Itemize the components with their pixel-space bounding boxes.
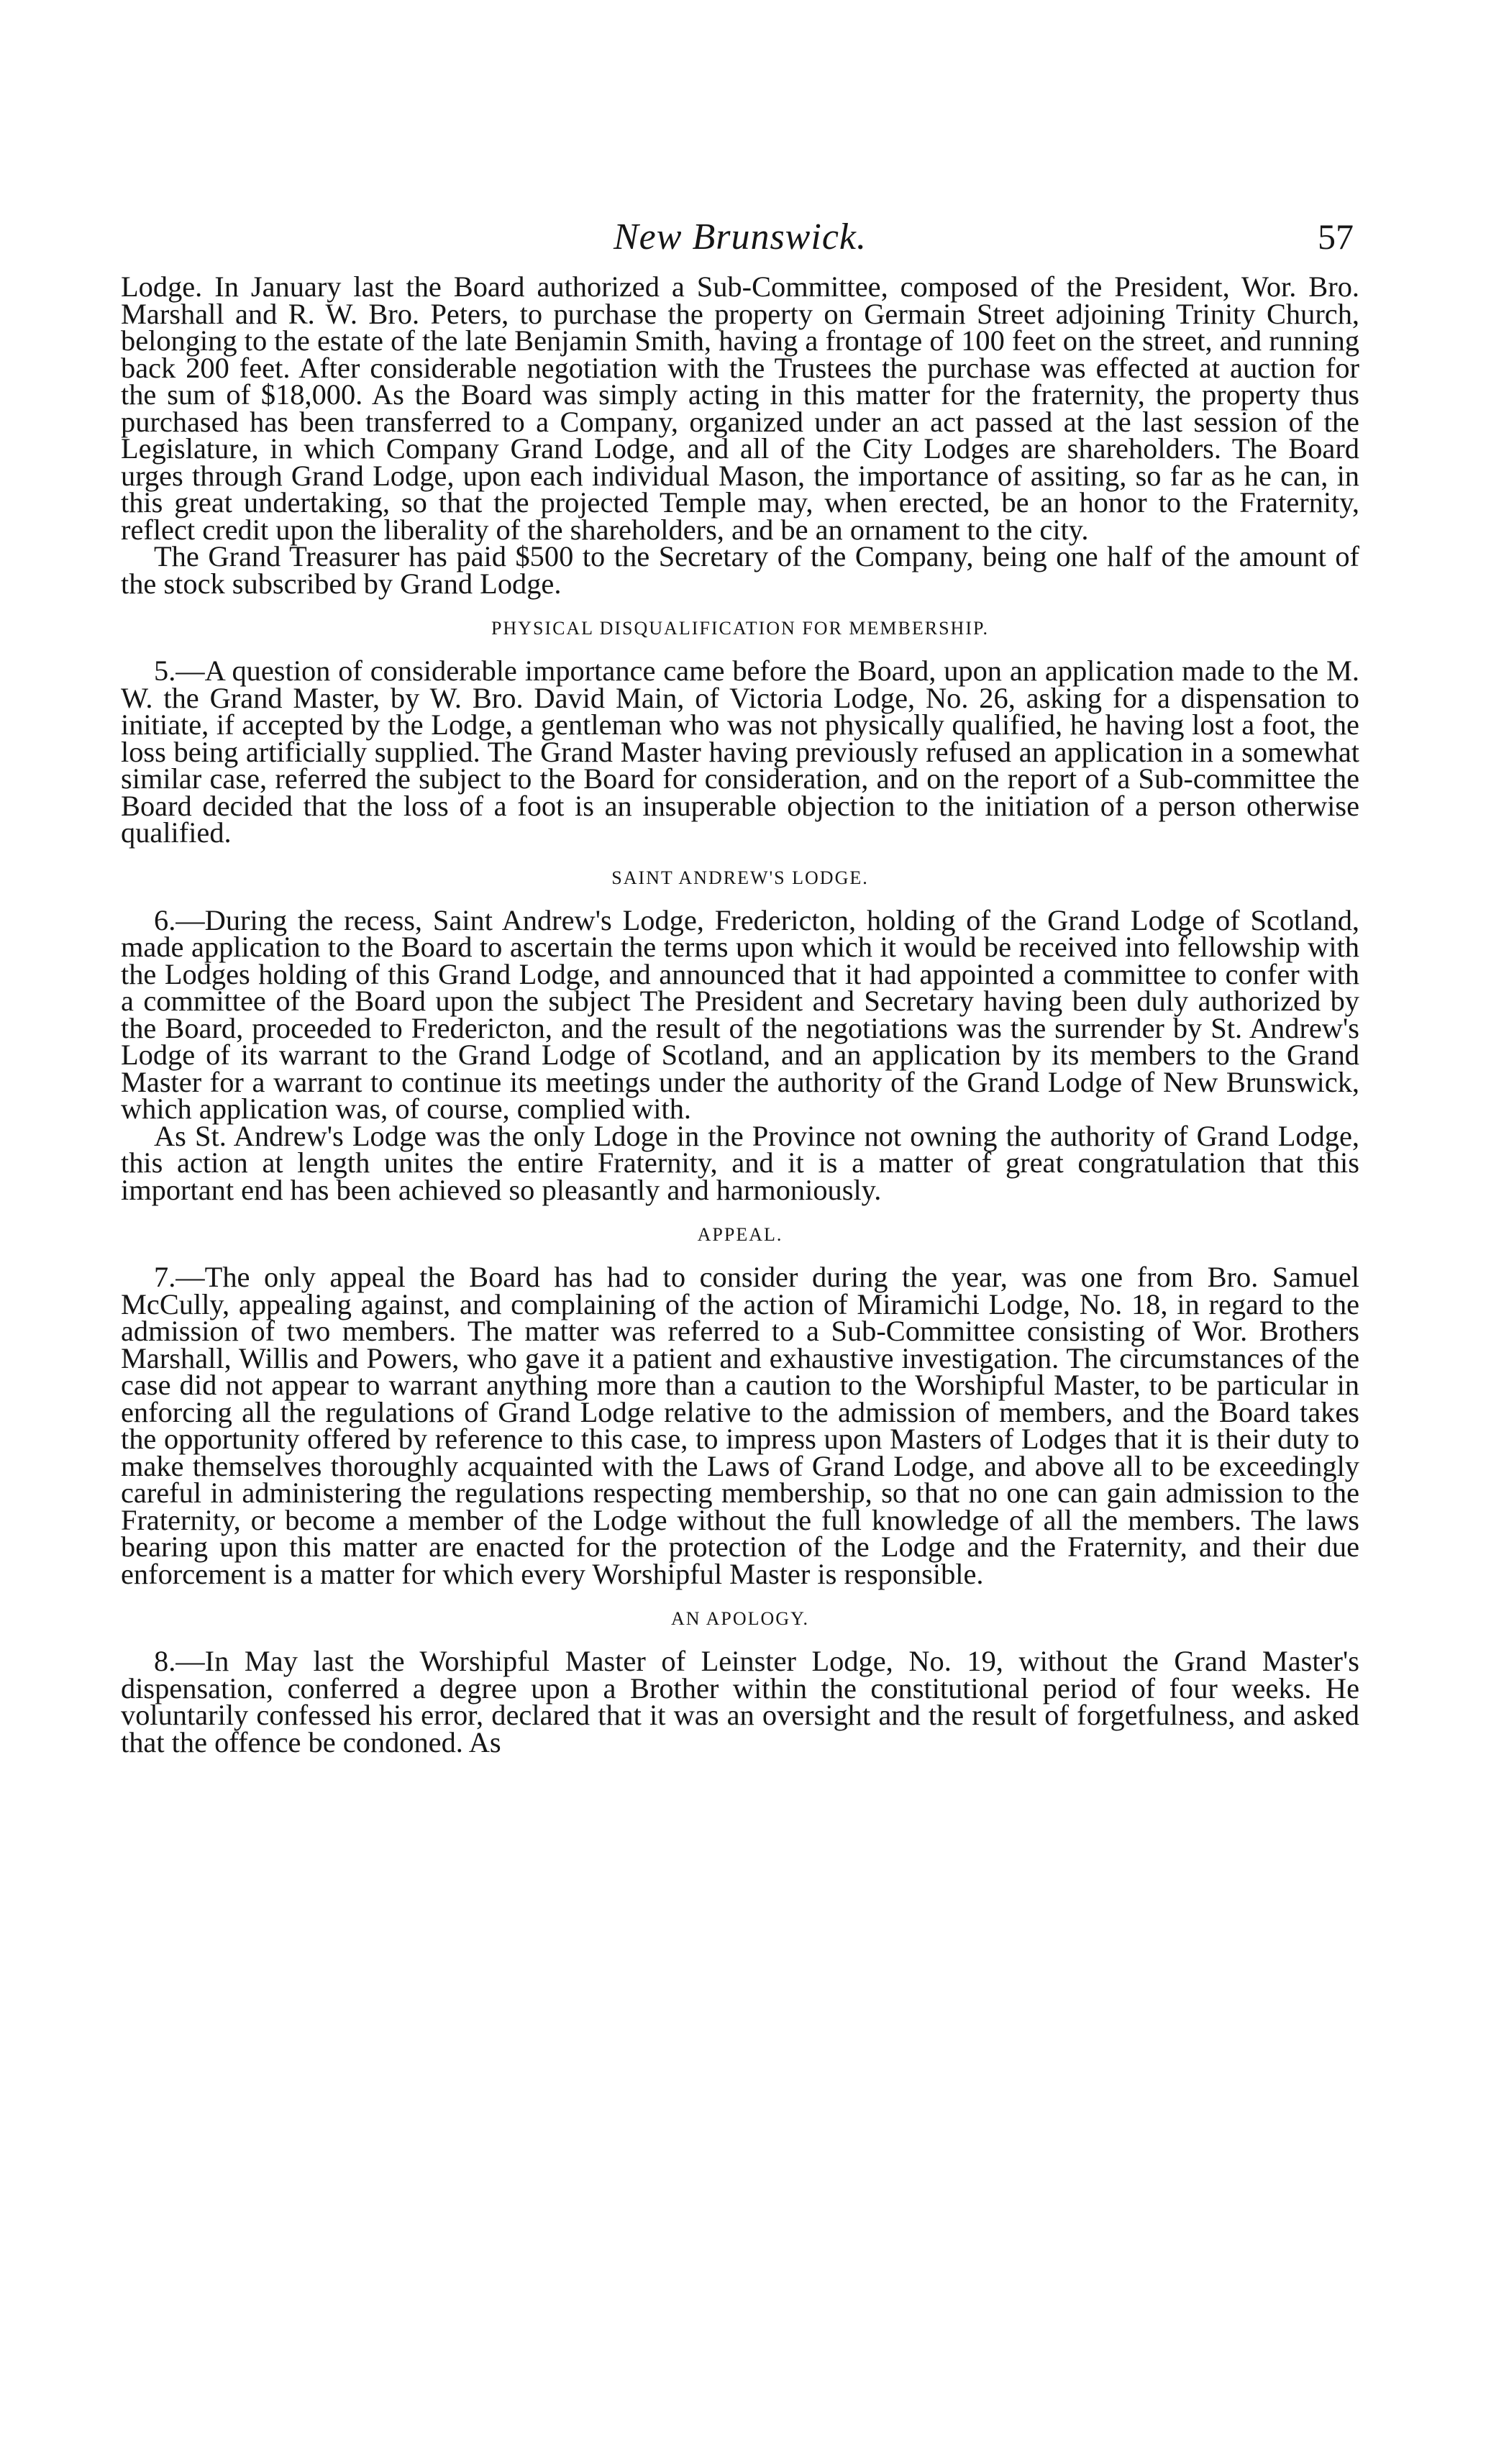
page-number: 57: [1318, 216, 1354, 257]
page-header: [121, 216, 1359, 273]
paragraph-section-6: 6.—During the recess, Saint Andrew's Lodge, Fredericton, holding of the Grand Lodge of Scotland, made application to the Board to ascertain the terms upon which it would be received into fellowship with the Lodges holding of this Grand Lodge, and announced that it had appointed a committee to confer with a committee of the Board upon the subject The President and Secretary having been duly authorized by the Board, proceeded to Fredericton, and the result of the negotiations was the surrender by St. Andrew's Lodge of its warrant to the Grand Lodge of Scotland, and an application by its members to the Grand Master for a warrant to continue its meetings under the authority of the Grand Lodge of New Brunswick, which application was, of course, complied with.: [121, 903, 1359, 1125]
paragraph-section-6-continued: As St. Andrew's Lodge was the only Ldoge in the Province not owning the authority of Grand Lodge, this action at length unites the entire Fraternity, and it is a matter of great congratulation that this important end has been achieved so pleasantly and harmoniously.: [121, 1119, 1359, 1206]
section-heading-physical-disqualification: PHYSICAL DISQUALIFICATION FOR MEMBERSHIP.: [491, 618, 990, 639]
paragraph-section-5: 5.—A question of considerable importance came before the Board, upon an application made to the M. W. the Grand Master, by W. Bro. David Main, of Victoria Lodge, No. 26, asking for a dispensation to initiate, if accepted by the Lodge, a gentleman who was not physically qualified, he having lost a foot, the loss being artificially supplied. The Grand Master having previously refused an application in a somewhat similar case, referred the subject to the Board for consideration, and on the report of a Sub-committee the Board decided that the loss of a foot is an insuperable objection to the initiation of a person otherwise qualified.: [121, 654, 1359, 849]
paragraph-temple-property: Lodge. In January last the Board authorized a Sub-Committee, composed of the President, Wor. Bro. Marshall and R. W. Bro. Peters, to purchase the property on Germain Street adjoining Trinity Church, belonging to the estate of the late Benjamin Smith, having a frontage of 100 feet on the street, and running back 200 feet. After considerable negotiation with the Trustees the purchase was effected at auction for the sum of $18,000. As the Board was simply acting in this matter for the fraternity, the property thus purchased has been transferred to a Company, organized under an act passed at the last session of the Legislature, in which Company Grand Lodge, and all of the City Lodges are shareholders. The Board urges through Grand Lodge, upon each individual Mason, the importance of assiting, so far as he can, in this great undertaking, so that the projected Temple may, when erected, be an honor to the Fraternity, reflect credit upon the liberality of the shareholders, and be an ornament to the city.: [121, 270, 1359, 546]
paragraph-grand-treasurer: The Grand Treasurer has paid $500 to the Secretary of the Company, being one half of the amount of the stock subscribed by Grand Lodge.: [121, 540, 1359, 600]
paragraph-section-7: 7.—The only appeal the Board has had to consider during the year, was one from Bro. Samuel McCully, appealing against, and complaining of the action of Miramichi Lodge, No. 18, in regard to the admission of two members. The matter was referred to a Sub-Committee consisting of Wor. Brothers Marshall, Willis and Powers, who gave it a patient and exhaustive investigation. The circumstances of the case did not appear to warrant anything more than a caution to the Worshipful Master, to be particular in enforcing all the regulations of Grand Lodge relative to the admission of members, and the Board takes the opportunity offered by reference to this case, to impress upon Masters of Lodges that it is their duty to make themselves thoroughly acquainted with the Laws of Grand Lodge, and above all to be exceedingly careful in administering the regulations respecting membership, so that no one can gain admission to the Fraternity, or become a member of the Lodge without the full knowledge of all the members. The laws bearing upon this matter are enacted for the protection of the Lodge and the Fraternity, and their due enforcement is a matter for which every Worshipful Master is responsible.: [121, 1261, 1359, 1590]
section-heading-appeal: APPEAL.: [697, 1224, 783, 1245]
running-title: New Brunswick.: [614, 216, 867, 257]
section-heading-saint-andrews-lodge: SAINT ANDREW'S LODGE.: [611, 867, 869, 888]
paragraph-section-8: 8.—In May last the Worshipful Master of Leinster Lodge, No. 19, without the Grand Master's dispensation, conferred a degree upon a Brother within the constitutional period of four weeks. He voluntarily confessed his error, declared that it was an oversight and the result of forgetfulness, and asked that the offence be condoned. As: [121, 1645, 1359, 1758]
section-heading-an-apology: AN APOLOGY.: [671, 1608, 809, 1629]
document-page: [121, 216, 1359, 1756]
